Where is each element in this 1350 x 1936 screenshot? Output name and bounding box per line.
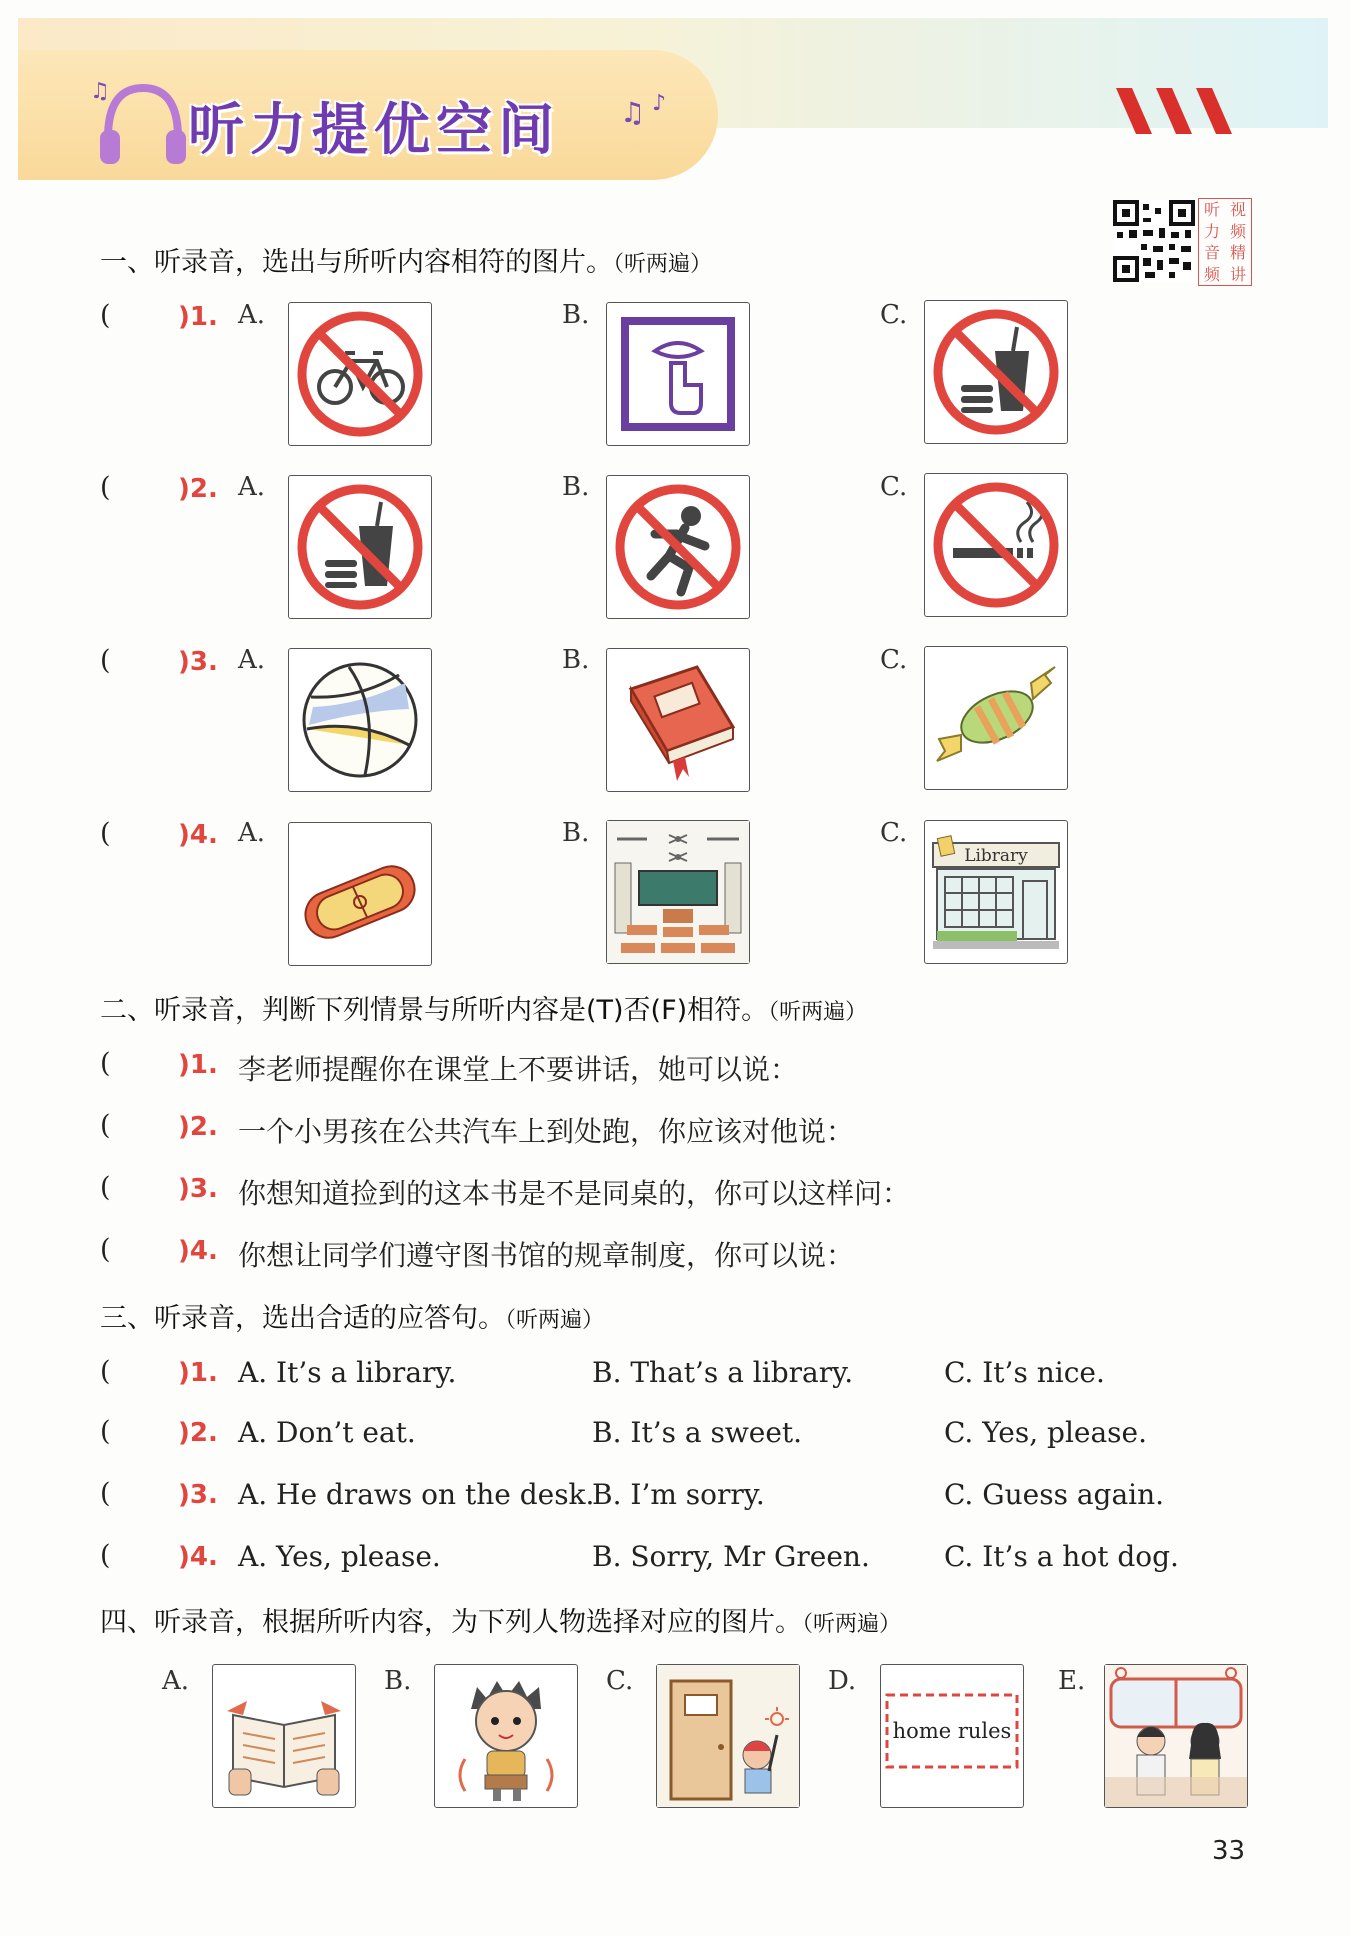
answer-option-c[interactable]: C. It’s nice.	[944, 1356, 1105, 1389]
option-c-picture[interactable]	[924, 300, 1068, 444]
answer-blank[interactable]: (	[100, 645, 111, 676]
section3-title: 三、听录音，选出合适的应答句。（听两遍）	[100, 1303, 605, 1334]
question-number: )4.	[178, 1542, 218, 1572]
candy-icon	[925, 647, 1067, 789]
option-label: A.	[238, 645, 266, 675]
option-label: B.	[562, 472, 590, 502]
answer-blank[interactable]: (	[100, 300, 111, 331]
question-number: )3.	[178, 1174, 218, 1204]
option-b-picture[interactable]	[606, 302, 750, 446]
answer-option-c[interactable]: C. Yes, please.	[944, 1416, 1147, 1449]
page-number: 33	[1212, 1836, 1246, 1866]
book-icon	[607, 649, 749, 791]
answer-option-b[interactable]: B. That’s a library.	[592, 1356, 854, 1389]
answer-blank[interactable]: (	[100, 1478, 111, 1509]
decorative-stripes	[1108, 80, 1248, 140]
no-food-drink-sign-icon	[289, 476, 431, 618]
svg-text:♫: ♫	[620, 96, 646, 129]
headphones-icon	[88, 68, 198, 178]
option-e-picture[interactable]	[1104, 1664, 1248, 1808]
answer-option-a[interactable]: A. It’s a library.	[238, 1356, 457, 1389]
option-a-picture[interactable]	[288, 475, 432, 619]
option-label: B.	[562, 818, 590, 848]
option-label: B.	[384, 1666, 412, 1696]
question-number: )4.	[178, 820, 218, 850]
option-a-picture[interactable]	[288, 648, 432, 792]
child-drawing-on-wall-icon	[657, 1665, 799, 1807]
option-a-picture[interactable]	[288, 822, 432, 966]
no-running-sign-icon	[607, 476, 749, 618]
question-number: )1.	[178, 302, 218, 332]
question-number: )2.	[178, 1418, 218, 1448]
question-text: 一个小男孩在公共汽车上到处跑，你应该对他说：	[238, 1115, 855, 1148]
option-label: B.	[562, 645, 590, 675]
question-number: )3.	[178, 647, 218, 677]
option-a-picture[interactable]	[288, 302, 432, 446]
section2-title: 二、听录音，判断下列情景与所听内容是(T)否(F)相符。（听两遍）	[100, 995, 868, 1026]
answer-blank[interactable]: (	[100, 1048, 111, 1079]
open-book-reading-icon	[213, 1665, 355, 1807]
question-text: 你想知道捡到的这本书是不是同桌的，你可以这样问：	[238, 1177, 911, 1210]
option-label: A.	[238, 300, 266, 330]
library-sign-text: Library	[964, 846, 1028, 866]
option-c-picture[interactable]	[924, 473, 1068, 617]
home-rules-text: home rules	[892, 1719, 1012, 1743]
option-a-picture[interactable]	[212, 1664, 356, 1808]
library-building-icon	[925, 821, 1067, 963]
option-c-picture[interactable]	[656, 1664, 800, 1808]
svg-text:♪: ♪	[652, 91, 667, 116]
option-c-picture[interactable]	[924, 646, 1068, 790]
section1-title: 一、听录音，选出与所听内容相符的图片。（听两遍）	[100, 247, 713, 278]
option-label: C.	[880, 472, 908, 502]
question-number: )2.	[178, 1112, 218, 1142]
question-number: )3.	[178, 1480, 218, 1510]
answer-option-a[interactable]: A. Don’t eat.	[238, 1416, 416, 1449]
option-c-picture[interactable]	[924, 820, 1068, 964]
answer-blank[interactable]: (	[100, 1540, 111, 1571]
answer-blank[interactable]: (	[100, 1416, 111, 1447]
no-bicycle-sign-icon	[289, 303, 431, 445]
option-label: C.	[606, 1666, 634, 1696]
option-d-picture[interactable]	[880, 1664, 1024, 1808]
option-b-picture[interactable]	[606, 820, 750, 964]
answer-blank[interactable]: (	[100, 472, 111, 503]
question-number: )1.	[178, 1050, 218, 1080]
music-notes-icon	[618, 88, 678, 138]
answer-option-a[interactable]: A. Yes, please.	[238, 1540, 441, 1573]
answer-blank[interactable]: (	[100, 818, 111, 849]
classroom-icon	[607, 821, 749, 963]
question-number: )4.	[178, 1236, 218, 1266]
option-label: D.	[828, 1666, 857, 1696]
answer-option-b[interactable]: B. I’m sorry.	[592, 1478, 765, 1511]
sports-field-icon	[289, 823, 431, 965]
question-text: 你想让同学们遵守图书馆的规章制度，你可以说：	[238, 1239, 855, 1272]
qr-label: 听 视 力 频 音 精 频 讲	[1198, 198, 1252, 286]
answer-option-b[interactable]: B. Sorry, Mr Green.	[592, 1540, 870, 1573]
question-number: )2.	[178, 474, 218, 504]
option-label: C.	[880, 300, 908, 330]
no-food-drink-sign-icon	[925, 301, 1067, 443]
no-talking-sign-icon	[607, 303, 749, 445]
answer-blank[interactable]: (	[100, 1110, 111, 1141]
banner-title: 听力提优空间	[188, 98, 560, 163]
answer-option-c[interactable]: C. It’s a hot dog.	[944, 1540, 1179, 1573]
answer-blank[interactable]: (	[100, 1172, 111, 1203]
answer-blank[interactable]: (	[100, 1356, 111, 1387]
section4-title: 四、听录音，根据所听内容，为下列人物选择对应的图片。（听两遍）	[100, 1607, 902, 1638]
boy-on-bench-icon	[435, 1665, 577, 1807]
option-label: C.	[880, 645, 908, 675]
home-rules-sign-icon	[881, 1665, 1023, 1807]
option-label: A.	[162, 1666, 190, 1696]
qr-code-icon[interactable]	[1113, 200, 1195, 282]
question-text: 李老师提醒你在课堂上不要讲话，她可以说：	[238, 1053, 799, 1086]
no-smoking-sign-icon	[925, 474, 1067, 616]
volleyball-icon	[289, 649, 431, 791]
answer-option-c[interactable]: C. Guess again.	[944, 1478, 1165, 1511]
option-label: E.	[1058, 1666, 1086, 1696]
option-b-picture[interactable]	[606, 648, 750, 792]
svg-text:♫: ♫	[90, 79, 110, 104]
option-label: A.	[238, 472, 266, 502]
question-number: )1.	[178, 1358, 218, 1388]
option-b-picture[interactable]	[434, 1664, 578, 1808]
answer-option-b[interactable]: B. It’s a sweet.	[592, 1416, 803, 1449]
answer-option-a[interactable]: A. He draws on the desk.	[238, 1478, 595, 1511]
option-label: A.	[238, 818, 266, 848]
option-label: C.	[880, 818, 908, 848]
option-label: B.	[562, 300, 590, 330]
people-on-bus-icon	[1105, 1665, 1247, 1807]
option-b-picture[interactable]	[606, 475, 750, 619]
header-banner	[18, 18, 1328, 180]
answer-blank[interactable]: (	[100, 1234, 111, 1265]
